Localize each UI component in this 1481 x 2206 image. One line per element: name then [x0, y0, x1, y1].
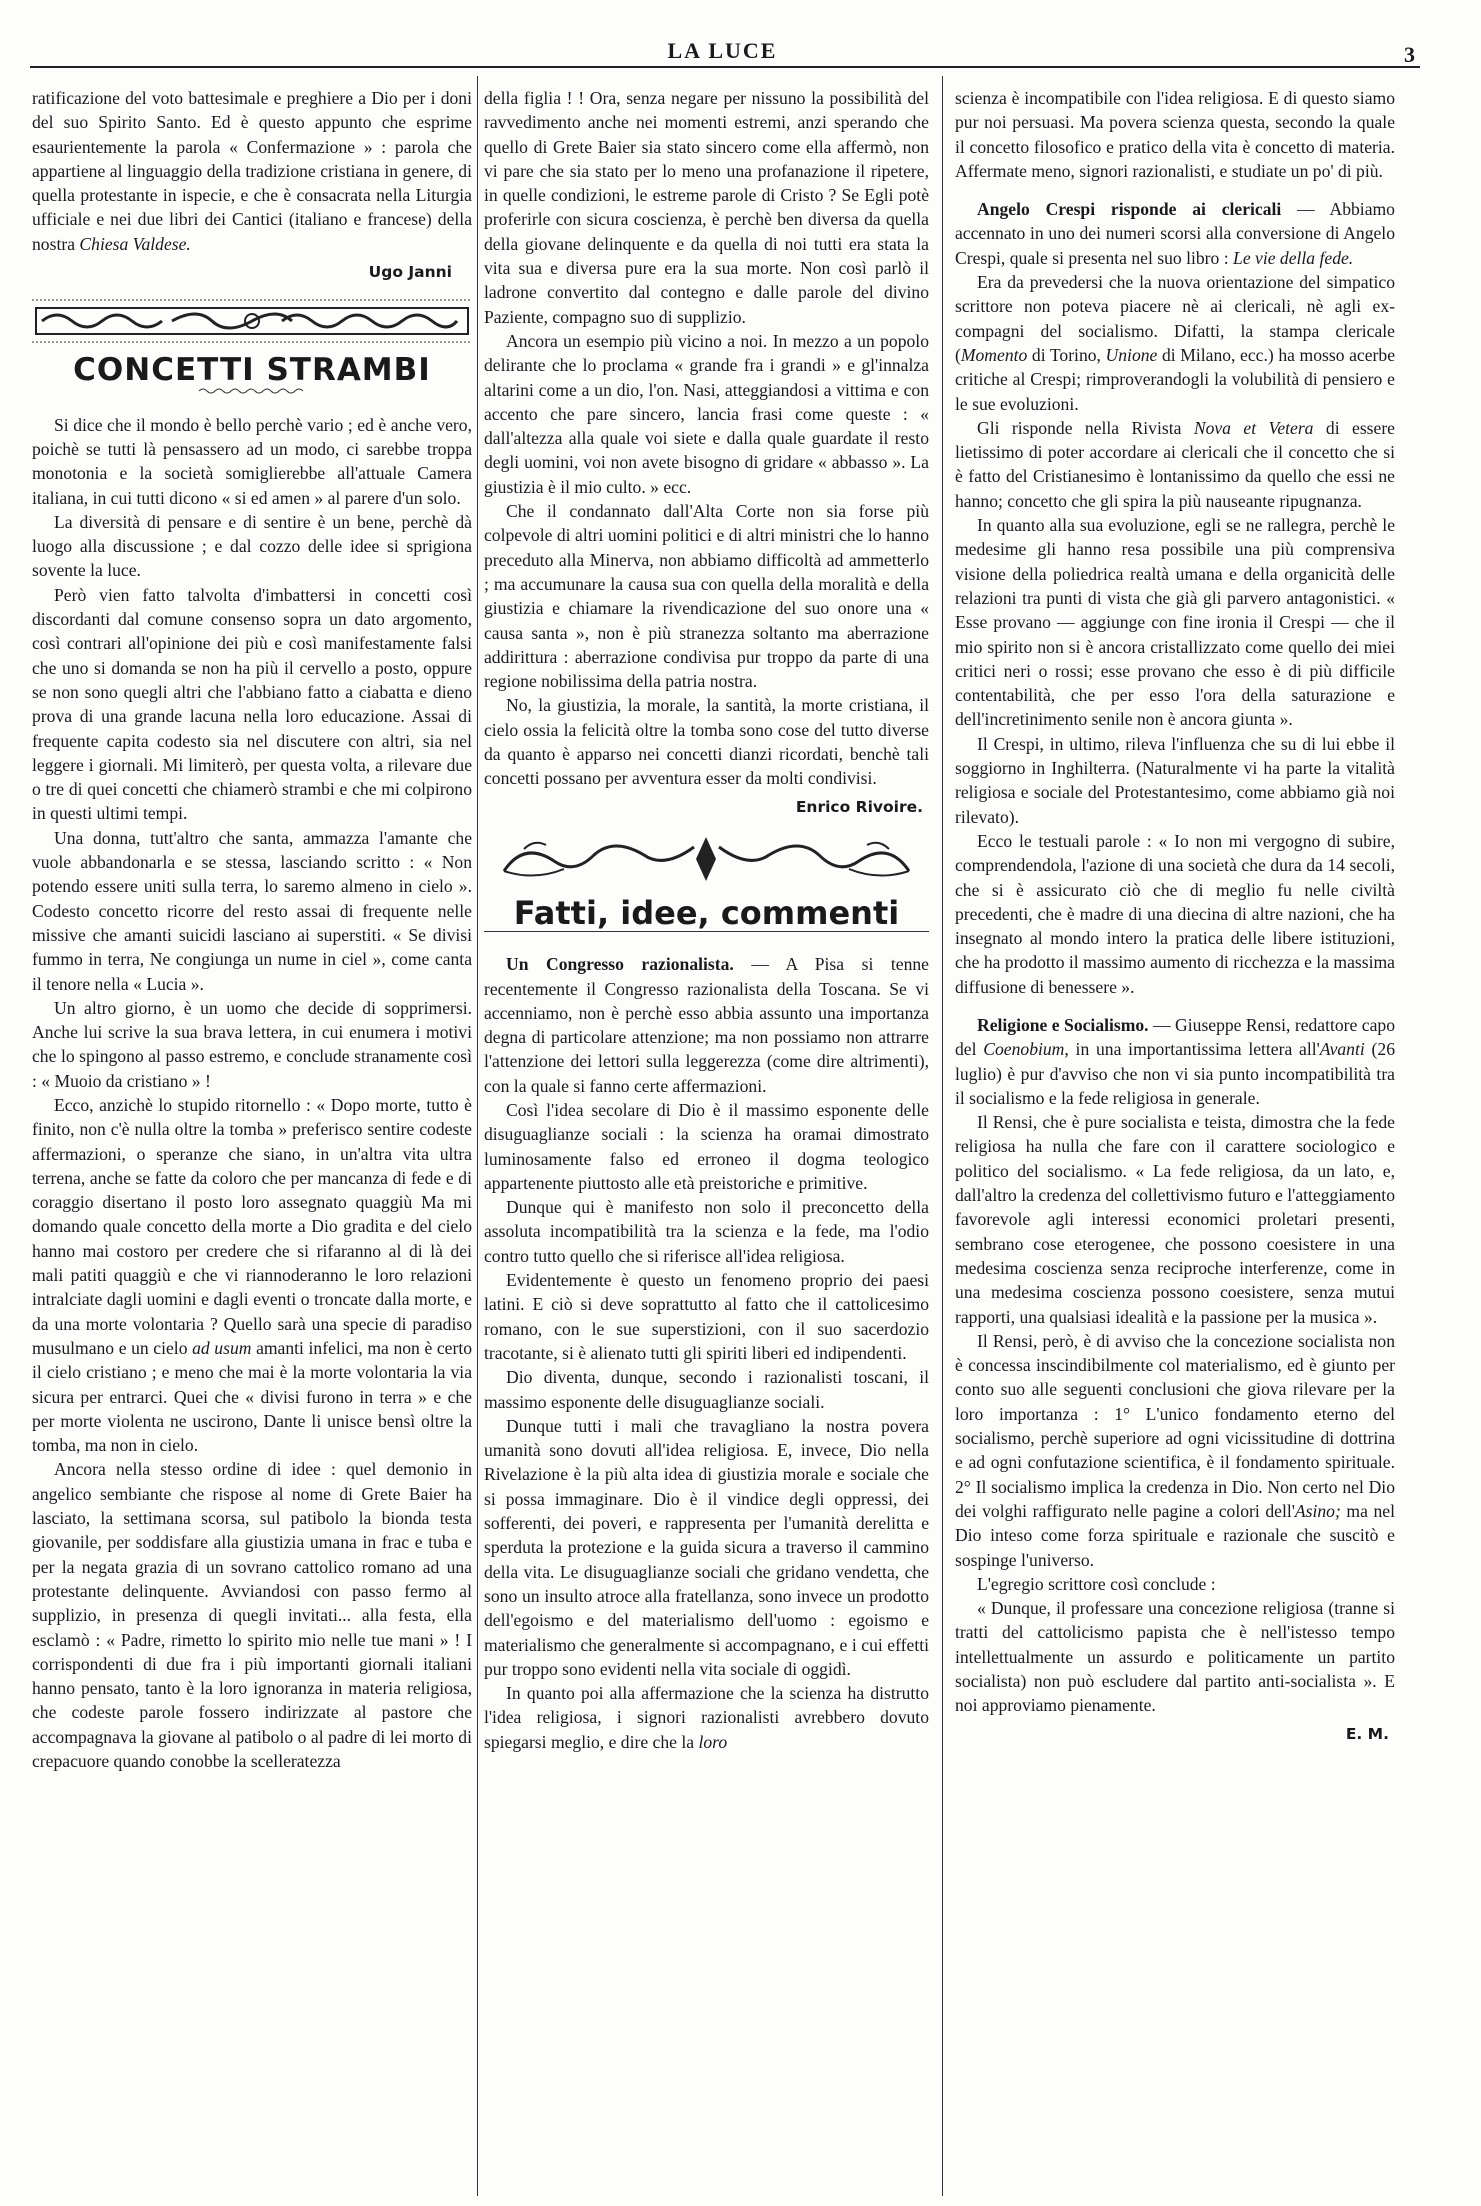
newspaper-title: LA LUCE	[667, 38, 778, 63]
column-divider-2	[942, 76, 943, 2196]
italic-avanti: Avanti	[1319, 1039, 1365, 1060]
paragraph: Ancora nella stesso ordine di idee : quel demonio in angelico sembiante che rispose al nome di Grete Baier ha lasciato, la settimana scorsa, sul patibolo la bionda testa giovanile, per soddisfare alla giustizia umana in frac e tuba e per la negata grazia di un sovrano cattolico romano ad una protestante delinquente. Avviandosi con passo fermo al supplizio, in presenza di quegli invitati... alla festa, ella esclamò : « Padre, rimetto lo spirito mio nelle tue mani » ! I corrispondenti di due fra i più importanti giornali italiani hanno pensato, tanto è la loro ignoranza in materia religiosa, che codeste parole fossero indirizzate al pastore che accompagnava la giovane al patibolo o al padre di lei morto di crepacuore quando conobbe la scelleratezza	[32, 1459, 472, 1771]
paragraph	[955, 270, 1395, 416]
article-text: — Abbiamo accennato in uno dei numeri scorsi alla conversione di Angelo Crespi, quale si presenta nel suo libro :	[955, 199, 1395, 268]
ornament-scroll	[484, 831, 929, 887]
intro-italic: Chiesa Valdese.	[79, 233, 191, 254]
paragraph: Una donna, tutt'altro che santa, ammazza l'amante che vuole abbandonarla e se stessa, lasciando scritto : « Non potendo essere uniti sulla terra, lo saremo almeno in cielo ». Codesto concetto ricorre del resto assai di frequente nelle missive che amanti suicidi lasciano ai superstiti. « Se divisi fummo in terra, Ne congiunga un nume in ciel », come canta il tenore nella « Lucia ».	[32, 827, 472, 994]
column-2	[484, 86, 929, 2191]
header-rule	[30, 66, 1420, 68]
paragraph: Dunque qui è manifesto non solo il preconcetto della assoluta incompatibilità tra la scienza e la fede, ma l'odio contro tutto quello che si riferisce all'idea religiosa.	[484, 1197, 929, 1266]
signature-em: E. M.	[1345, 1724, 1389, 1743]
section-title-fatti: Fatti, idee, commenti	[513, 893, 900, 932]
paragraph: Il Crespi, in ultimo, rileva l'influenza che su di lui ebbe il soggiorno in Inghilterra. (Naturalmente vi ha parte la vitalità religiosa e sociale del Protestantesimo, come abbiamo già noi rilevato).	[955, 733, 1395, 827]
paragraph: della figlia ! ! Ora, senza negare per nissuno la possibilità del ravvedimento anche nei momenti estremi, anzi sperando che quello di Grete Baier sia stato sincero come ella affermò, non vi pare che sia stato per lo meno una profanazione il ripetere, in quelle condizioni, le estreme parole di Cristo ? Se Egli potè proferirle con sicura coscienza, è perchè ben diversa da quella della giovane delinquente e da quella di noi tutti era stata la vita sua e diversa pure era la sua morte. Non così parlò il ladrone convertito dal contegno e dalle parole del divino Paziente, compagno suo di supplizio.	[484, 88, 929, 327]
column-1	[32, 86, 472, 2191]
signature-rivoire: Enrico Rivoire.	[795, 797, 923, 816]
paragraph: « Dunque, il professare una concezione religiosa (tranne si tratti del cattolicismo papista che è nell'istesso tempo intellettualmente un assurdo e politicamente un partito socialista) non può escludere dal partito anti-socialista ». E noi approviamo pienamente.	[955, 1598, 1395, 1716]
paragraph-text: di Milano, ecc.) ha mosso acerbe critiche al Crespi; rimproverandogli la volubilità di pensiero e le sue evoluzioni.	[955, 344, 1395, 414]
paragraph: Si dice che il mondo è bello perchè vario ; ed è anche vero, poichè se tutti là pensassero ad un modo, ci sarebbe troppa monotonia e la società somiglierebbe all'attuale Camera italiana, in cui tutti dicono « si ed amen » al parere d'un solo.	[32, 414, 472, 508]
paragraph: Ecco le testuali parole : « Io non mi vergogno di subire, comprendendola, l'azione di una società che dura da 14 secoli, che si è assicurato ciò che di meglio fu nelle civiltà precedenti, che è madre di una diecina di altre nazioni, che ha insegnato al mondo intero la pratica delle libere istituzioni, che ha prodotto il massimo aumento di ricchezza e la massima diffusione di benessere ».	[955, 830, 1395, 997]
ornament-band	[32, 296, 472, 346]
article-head: Angelo Crespi risponde ai clericali	[977, 199, 1282, 220]
paragraph: L'egregio scrittore così conclude :	[977, 1573, 1216, 1594]
article-crespi	[955, 197, 1395, 270]
paragraph-text: di Torino,	[1027, 344, 1106, 365]
signature-janni: Ugo Janni	[368, 263, 452, 282]
paragraph: La diversità di pensare e di sentire è un bene, perchè dà luogo alla discussione ; e dal cozzo delle idee si sprigiona sovente la luce.	[32, 511, 472, 581]
italic-ad-usum: ad usum	[192, 1337, 252, 1358]
paragraph-text: Il Rensi, però, è di avviso che la concezione socialista non è concessa inscindibilmente col materialismo, ed è giunto per conto suo alle seguenti conclusioni che giova rilevare per la loro importanza : 1° L'unico fondamento eterno del socialismo, perchè superiore ad ogni vicissitudine di dottrina e ad ogni confutazione scientifica, è il fondamento spirituale. 2° Il socialismo implica la credenza in Dio. Non certo nel Dio dei volghi raffigurato nelle pagine a colori dell'	[955, 1330, 1395, 1521]
paragraph	[955, 1329, 1395, 1572]
paragraph: Che il condannato dall'Alta Corte non sia forse più colpevole di altri uomini politici e di altri ministri che lo hanno preceduto alla Minerva, non abbiamo difficoltà ad ammetterlo ; ma accumunare la causa sua con quella della moralità e della giustizia e chiamare la rivendicazione del suo onore una « causa santa », non è più stranezza soltanto ma aberrazione addirittura : aberrazione condivisa pur troppo da parte di una regione nobilissima della patria nostra.	[484, 501, 929, 692]
paragraph	[484, 1681, 929, 1754]
article-text: (26 luglio) è pur d'avviso che non vi sia punto incompatibilità tra il socialismo e la fede religiosa in generale.	[955, 1039, 1395, 1108]
paragraph	[955, 416, 1395, 513]
article-text: — A Pisa si tenne recentemente il Congresso razionalista della Toscana. Se vi accenniamo, non è perchè esso abbia assunto una importanza degna di particolare attenzione; ma non possiamo non attrarre l'attenzione dei lettori sulla leggerezza (come dire altrimenti), con la quale si fanno certe affermazioni.	[484, 954, 929, 1096]
paragraph: Dunque tutti i mali che travagliano la nostra povera umanità sono dovuti all'idea religiosa. E, invece, Dio nella Rivelazione è la più alta idea di giustizia morale e sociale che si possa immaginare. Dio è il vindice degli oppressi, dei sofferenti, dei poveri, e rappresenta per l'umanità derelitta e sperduta la protezione e la guida sicura a traverso il cammino della vita. Le disuguaglianze sociali che gridano vendetta, che sono un insulto atroce alla fratellanza, sono invece un prodotto dell'egoismo e del materialismo dell'uomo : egoismo e materialismo che generalmente si accompagnano, e i cui effetti pur troppo sono evidenti nella vita sociale di oggidì.	[484, 1415, 929, 1679]
paragraph-text: Ecco, anzichè lo stupido ritornello : « Dopo morte, tutto è finito, non c'è nulla oltre la tomba » preferisco sentire codeste affermazioni, o speranze che siano, in un'altra vita ultra terrena, anche se fatte da coloro che per mancanza di fede e di coraggio disertano il posto loro assegnato quaggiù Ma mi domando quale concetto della morte a Dio gradita e del cielo hanno mai costoro per credere che si rifaranno al di là dei mali patiti quaggiù e che vi riannoderanno le loro relazioni intralciate dagli uomini e dagli eventi o troncate dalla morte, e da una morte volontaria ? Quello sarà una specie di paradiso musulmano e un cielo	[32, 1094, 472, 1358]
italic-loro: loro	[698, 1731, 728, 1752]
paragraph: Però vien fatto talvolta d'imbattersi in concetti così discordanti dal comune consenso sopra un dato argomento, così contrari all'opinione dei più e così manifestamente falsi che uno si domanda se non ha più il cervello a posto, oppure se non sono quegli altri che l'abbiano fatto a ciabatta e dieno prova di una grande lacuna nella loro educazione. Assai di frequente capita codesto sia nel discutere con altri, sia nel leggere i giornali. Mi limiterò, per questa volta, a rilevare due o tre di quei concetti che chiamerò strambi e che mi colpirono in questi ultimi tempi.	[32, 584, 472, 824]
intro-text: ratificazione del voto battesimale e preghiere a Dio per i doni del suo Spirito Santo. Ed è questo appunto che esprime esaurientemente la parola « Confermazione » : parola che appartiene al linguaggio della tradizione cristiana in genere, di quella protestante in ispecie, e che è consacrata nella Liturgia ufficiale e nei due libri dei Cantici (italiano e francese) della nostra	[32, 88, 472, 254]
italic-coenobium: Coenobium	[983, 1039, 1065, 1060]
paragraph	[32, 1093, 472, 1457]
italic-book-title: Le vie della fede.	[1233, 247, 1354, 268]
article-head: Un Congresso razionalista.	[506, 954, 734, 975]
paragraph-text: In quanto poi alla affermazione che la scienza ha distrutto l'idea religiosa, i signori razionalisti avrebbero dovuto spiegarsi meglio, e dire che la	[484, 1683, 929, 1752]
column-3	[955, 86, 1395, 2191]
paragraph-text: amanti infelici, ma non è certo il cielo cristiano ; e meno che mai è la morte volontaria la via sicura per entrarci. Quei che « divisi furono in terra » e che per morte violenta ne uscirono, Dante li unisce bensì oltre la tomba, ma non in cielo.	[32, 1337, 472, 1456]
article-rensi	[955, 1013, 1395, 1110]
article-head: Religione e Socialismo.	[977, 1014, 1149, 1035]
paragraph-text: Gli risponde nella Rivista	[977, 417, 1194, 438]
paragraph: Ancora un esempio più vicino a noi. In mezzo a un popolo delirante che lo proclama « grande fra i grandi » e gl'innalza altarini come a un dio, l'on. Nasi, atteggiandosi a vittima e con accento che pare sincero, lancia frasi come queste : « dall'altezza alla quale voi siete e dalla quale guardate il resto degli uomini, voi non avete bisogno di gridare « abbasso ». La giustizia è il mio culto. » ecc.	[484, 330, 929, 497]
italic-nova-vetera: Nova et Vetera	[1193, 417, 1314, 438]
paragraph: In quanto alla sua evoluzione, egli se ne rallegra, perchè le medesime gli hanno resa possibile una più comprensiva visione della poliedrica realtà umana e della organicità delle relazioni tra punti di vista che già gli parvero antagonistici. « Esse provano — aggiunge con fine ironia il Crespi — che il mio spirito non si è ancora cristallizzato come quello dei miei critici neri o rossi; esse provano che esso è di più difficile contentabilità, che per esso l'ora della saturazione e dell'incretinimento senile non è ancora giunta ».	[955, 515, 1395, 730]
section-title-concetti: CONCETTI STRAMBI	[73, 352, 431, 389]
column-divider-1	[477, 76, 478, 2196]
paragraph: Il Rensi, che è pure socialista e teista, dimostra che la fede religiosa ha nulla che fare con il carattere sociologico e politico del socialismo. « La fede religiosa, da un lato, e, dall'altro la credenza del collettivismo futuro e l'atteggiamento favorevole agli interessi economici proletari presenti, sembrano cose eterogenee, che possono coesistere in una medesima coscienza senza reciproche interferenze, come in una medesima coscienza possono coesistere, senza mutui rapporti, una qualsiasi idealità e la passione per la musica ».	[955, 1112, 1395, 1327]
intro-paragraph	[32, 86, 472, 256]
paragraph-text: ma nel Dio inteso come forza spirituale e razionale che suscitò e sospinge l'universo.	[955, 1500, 1395, 1570]
article-text: — Giuseppe Rensi, redattore capo del	[955, 1014, 1395, 1060]
paragraph: Dio diventa, dunque, secondo i razionalisti toscani, il massimo esponente delle disuguaglianze sociali.	[484, 1367, 929, 1412]
paragraph-text: Era da prevedersi che la nuova orientazione del simpatico scrittore non poteva piacere nè ai clericali, nè agli ex-compagni del socialismo. Difatti, la stampa clericale (	[955, 272, 1395, 365]
paragraph: Un altro giorno, è un uomo che decide di sopprimersi. Anche lui scrive la sua brava lettera, in cui enumera i motivi che lo spingono al passo estremo, e conclude stranamente così : « Muoio da cristiano » !	[32, 997, 472, 1091]
italic-momento: Momento	[960, 344, 1028, 365]
paragraph-text: di essere lietissimo di poter accordare ai clericali che il concetto che si è fatto del Cristianesimo è lontanissimo da quello che essi ne hanno; concetto che gli spira la più nauseante ripugnanza.	[955, 417, 1395, 511]
paragraph: Evidentemente è questo un fenomeno proprio dei paesi latini. E ciò si deve soprattutto al fatto che il cattolicesimo romano, con le sue superstizioni, con il suo sacerdozio tracotante, si è alienato tutti gli spiriti liberi ed indipendenti.	[484, 1270, 929, 1363]
italic-asino: Asino;	[1294, 1500, 1341, 1521]
paragraph: scienza è incompatibile con l'idea religiosa. E di questo siamo pur noi persuasi. Ma povera scienza questa, secondo la quale il concetto filosofico e pratico della vita è concetto di materia. Affermate meno, signori razionalisti, e studiate un po' di più.	[955, 88, 1395, 181]
page-header	[30, 38, 1415, 68]
article-congresso	[484, 952, 929, 1098]
page-number: 3	[1404, 42, 1415, 67]
article-text: , in una importantissima lettera all'	[1064, 1039, 1320, 1060]
paragraph: Così l'idea secolare di Dio è il massimo esponente delle disuguaglianze sociali : la scienza ha oramai dimostrato luminosamente falso ed erroneo il dogma teologico appartenente piuttosto alle età preistoriche e primitive.	[484, 1099, 929, 1193]
italic-unione: Unione	[1105, 344, 1158, 365]
paragraph: No, la giustizia, la morale, la santità, la morte cristiana, il cielo ossia la felicità oltre la tomba sono cose del tutto diverse da quanto è apparso nei concetti dianzi ricordati, benchè tali concetti possano per avventura esser da molti condivisi.	[484, 695, 929, 789]
